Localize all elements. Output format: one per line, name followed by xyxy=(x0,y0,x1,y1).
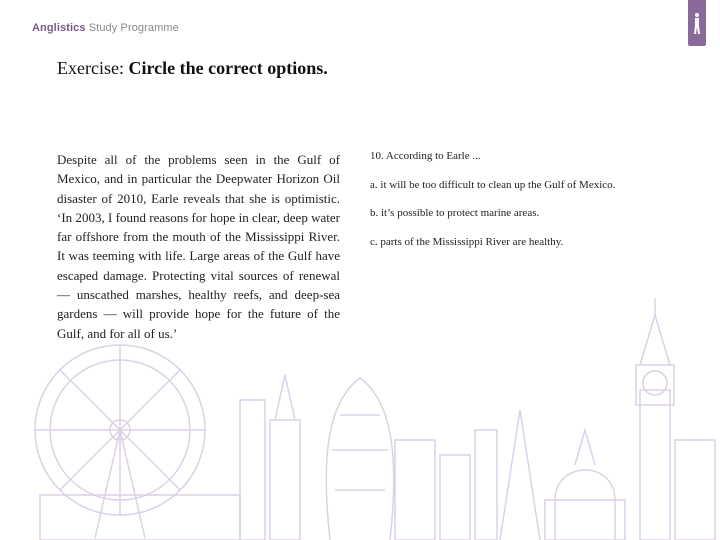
option-b[interactable]: b. it’s possible to protect marine areas. xyxy=(370,207,540,220)
question-block xyxy=(370,150,670,264)
option-a[interactable]: a. it will be too difficult to clean up the Gulf of Mexico. xyxy=(370,178,616,191)
exercise-title xyxy=(57,58,328,79)
header-programme: Study Programme xyxy=(88,22,179,34)
option-c[interactable]: c. parts of the Mississippi River are healthy. xyxy=(370,235,564,248)
logo-badge xyxy=(688,0,706,46)
header-brand: Anglistics xyxy=(32,22,86,34)
exercise-title-text: Circle the correct options. xyxy=(128,58,328,78)
london-skyline-illustration xyxy=(0,280,720,540)
reading-passage: Despite all of the problems seen in the Gulf of Mexico, and in particular the Deepwater Horizon Oil disaster of 2010, Earle reveals that she is optimistic. ‘In 2003, I found reasons for hope in clear, deep water far offshore from the mouth of the Mississippi River. It was teeming with life. Large areas of the Gulf have escaped damage. Protecting vital sources of renewal — unscathed marshes, healthy reefs, and deep-sea gardens — will provide hope for the future of the Gulf, and for all of us.’ xyxy=(57,152,340,341)
figure-logo-icon xyxy=(691,12,703,36)
header xyxy=(32,22,179,34)
exercise-title-prefix: Exercise: xyxy=(57,58,124,78)
question-stem: 10. According to Earle ... xyxy=(370,150,481,162)
